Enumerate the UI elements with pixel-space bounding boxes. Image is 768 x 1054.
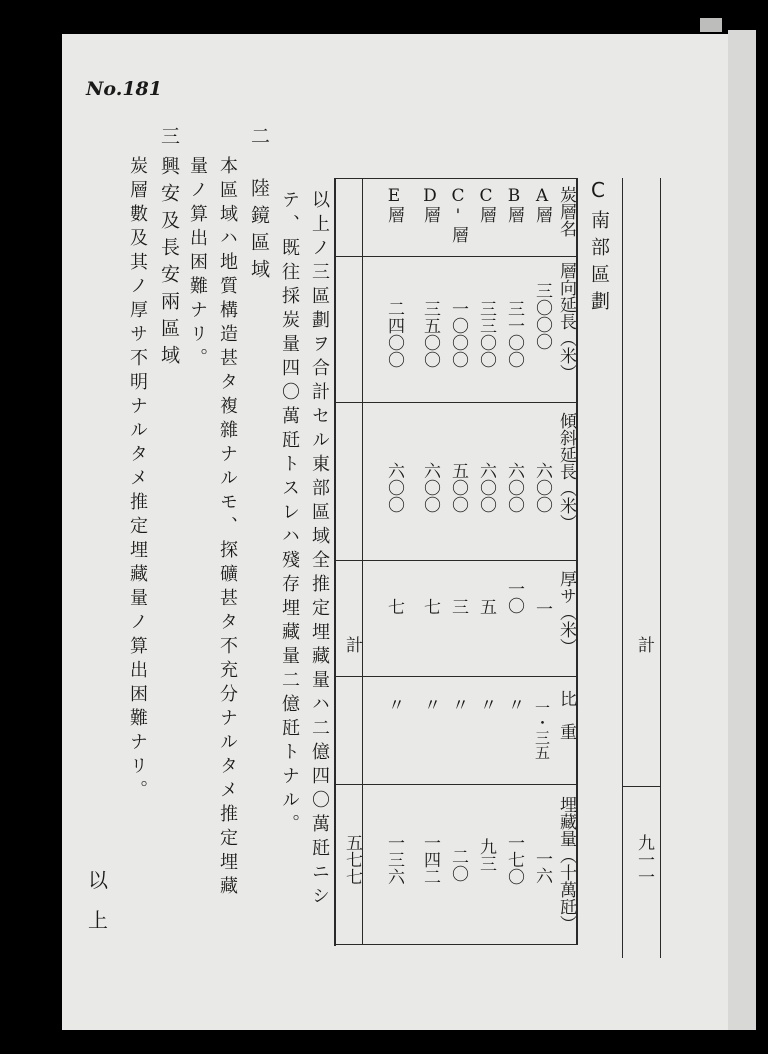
row-c2-gravity: 〃 bbox=[448, 696, 468, 713]
row-d-dip: 六〇〇 bbox=[420, 462, 440, 513]
row-a-strike: 三〇〇〇 bbox=[532, 282, 552, 350]
row-b-seam: B層 bbox=[504, 186, 524, 223]
header-gravity: 比重 bbox=[556, 690, 576, 756]
row-d-seam: D層 bbox=[420, 186, 440, 223]
adjacent-page-edge bbox=[728, 30, 756, 1030]
row-b-reserve: 一七〇 bbox=[504, 834, 524, 885]
row-b-thickness: 一〇 bbox=[504, 580, 524, 614]
row-e-seam: E層 bbox=[384, 186, 404, 223]
section-2-numeral: 二 bbox=[248, 126, 270, 153]
row-d-gravity: 〃 bbox=[420, 696, 440, 713]
header-reserve: 埋藏量（十萬瓩） bbox=[556, 796, 576, 932]
row-c-seam: C層 bbox=[476, 186, 496, 223]
header-strike-length: 層向延長（米） bbox=[556, 262, 576, 381]
section-3-line-1: 炭層數及其ノ厚サ不明ナルタメ推定埋藏量ノ算出困難ナリ。 bbox=[127, 156, 148, 804]
section-2-line-1: 本區域ハ地質構造甚タ複雜ナルモ、探礦甚タ不充分ナルタメ推定埋藏 bbox=[217, 156, 238, 900]
row-a-dip: 六〇〇 bbox=[532, 462, 552, 513]
row-e-dip: 六〇〇 bbox=[384, 462, 404, 513]
row-d-reserve: 一四二 bbox=[420, 834, 440, 885]
row-b-dip: 六〇〇 bbox=[504, 462, 524, 513]
scan-edge-mark bbox=[700, 18, 722, 32]
row-c2-thickness: 三 bbox=[448, 598, 468, 615]
row-d-strike: 三五〇〇 bbox=[420, 300, 440, 368]
summary-total-label: 計 bbox=[634, 636, 654, 653]
row-d-thickness: 七 bbox=[420, 598, 440, 615]
row-e-thickness: 七 bbox=[384, 598, 404, 615]
section-2-heading: 陸鏡區域 bbox=[248, 178, 270, 286]
row-e-gravity: 〃 bbox=[384, 696, 404, 713]
row-c-strike: 三三〇〇 bbox=[476, 300, 496, 368]
row-c-dip: 六〇〇 bbox=[476, 462, 496, 513]
row-a-thickness: 一 bbox=[532, 600, 552, 617]
section-c-marker: C bbox=[586, 178, 610, 202]
row-b-strike: 三一〇〇 bbox=[504, 300, 524, 368]
closing-2: 上 bbox=[88, 908, 108, 932]
section-2-line-2: 量ノ算出困難ナリ。 bbox=[187, 156, 208, 372]
section-3-numeral: 三 bbox=[158, 126, 180, 153]
page-number: No.181 bbox=[86, 78, 162, 100]
row-c-gravity: 〃 bbox=[476, 696, 496, 713]
row-a-reserve: 一六 bbox=[532, 850, 552, 884]
row-c-thickness: 五 bbox=[476, 598, 496, 615]
summary-line-2: テ、既往採炭量四〇萬瓩トスレハ殘存埋藏量二億瓩トナル。 bbox=[279, 190, 300, 838]
row-e-reserve: 一三六 bbox=[384, 834, 404, 885]
row-c2-seam: C'層 bbox=[448, 186, 468, 243]
row-c-reserve: 九三 bbox=[476, 838, 496, 872]
row-e-strike: 二四〇〇 bbox=[384, 300, 404, 368]
closing-1: 以 bbox=[88, 868, 108, 892]
summary-line-1: 以上ノ三區劃ヲ合計セル東部區域全推定埋藏量ハ二億四〇萬瓩ニシ bbox=[309, 190, 330, 910]
header-dip-length: 傾斜延長（米） bbox=[556, 412, 576, 531]
row-c2-reserve: 二〇 bbox=[448, 848, 468, 882]
table-total-value: 五七七 bbox=[342, 834, 362, 885]
header-seam: 炭層名 bbox=[556, 186, 576, 237]
row-a-gravity: 一・三五 bbox=[533, 700, 551, 760]
table-total-label: 計 bbox=[342, 636, 362, 653]
row-c2-strike: 一〇〇〇 bbox=[448, 300, 468, 368]
section-c-title: 南部區劃 bbox=[588, 210, 610, 318]
row-c2-dip: 五〇〇 bbox=[448, 462, 468, 513]
header-thickness: 厚サ（米） bbox=[556, 570, 576, 655]
row-a-seam: A層 bbox=[532, 186, 552, 223]
section-3-heading: 興安及長安兩區域 bbox=[158, 156, 180, 372]
summary-total-value: 九一一 bbox=[634, 834, 654, 885]
row-b-gravity: 〃 bbox=[504, 696, 524, 713]
